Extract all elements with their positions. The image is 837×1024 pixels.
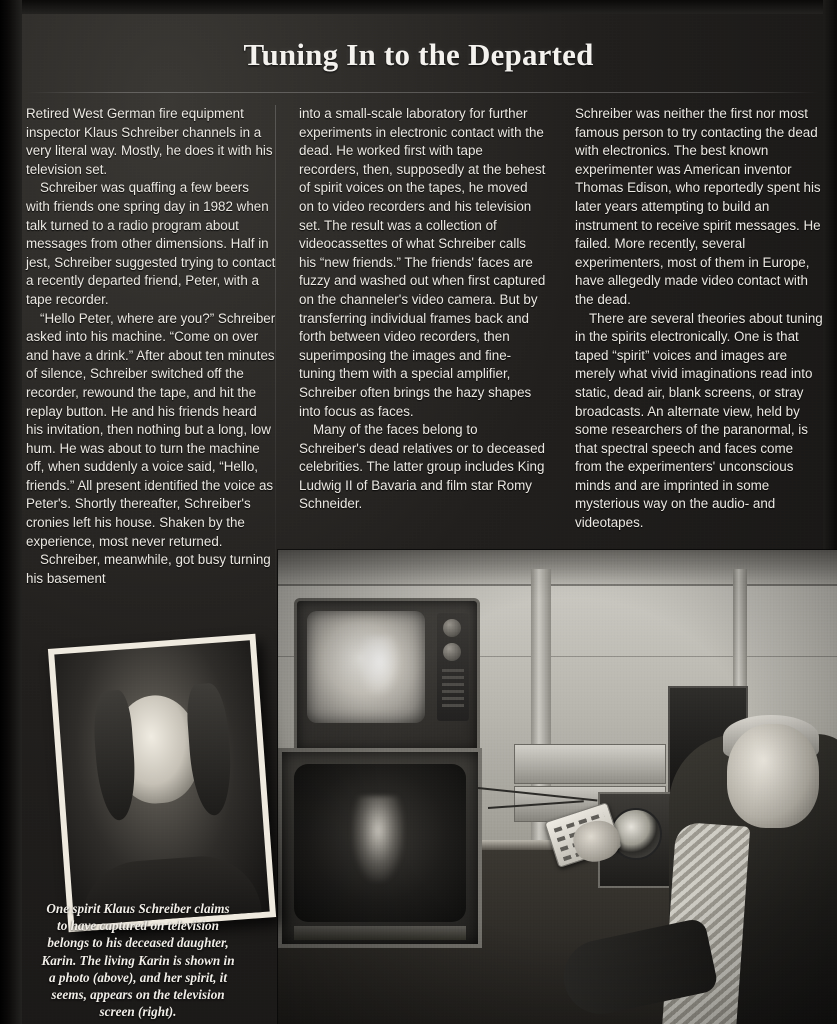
vent-slat — [442, 683, 464, 686]
video-recorder-unit — [514, 744, 666, 784]
paragraph: “Hello Peter, where are you?” Schreiber asked into his machine. “Come on over and have a drink.” After about ten minutes of silence, Schreiber switched off the recorder, rewound the tape, and hit the replay button. He and his friends heard his invitation, then nothing but a long, low hum. He was about to turn the machine off, when suddenly a voice said, “Hello, friends.” All present identified the voice as Peter's. Shortly thereafter, Schreiber's cronies left his house. Shaken by the experience, most never returned. — [26, 310, 276, 549]
paragraph: Many of the faces belong to Schreiber's dead relatives or to deceased celebrities. The latter group includes King Ludwig II of Bavaria and film star Romy Schneider. — [299, 422, 545, 512]
inset-photograph-image — [54, 640, 269, 926]
girl-hair-right — [185, 682, 235, 817]
paragraph: into a small-scale laboratory for further experiments in electronic contact with the dead. He worked first with tape recorders, then, supposedly at the behest of spirit voices on the tapes, he moved on to video recorders and his television set. The result was a collection of videocassettes of what Schreiber calls his “new friends.” The friends' faces are fuzzy and washed out when first captured on the channeler's video camera. But by transferring individual frames back and forth between video recorders, then superimposing the images and fine-tuning them with a special amplifier, Schreiber often brings the hazy shapes into focus as faces. — [299, 106, 546, 419]
page-left-gutter — [0, 0, 22, 1024]
television-upper-screen — [307, 611, 425, 723]
page-title: Tuning In to the Departed — [243, 36, 594, 72]
inset-photograph — [48, 634, 276, 932]
photo-caption: One spirit Klaus Schreiber claims to have captured on television belongs to his deceased daughter, Karin. The living Karin is shown in a photo (above), and her spirit, it seems, appears on the television screen (right). — [41, 901, 235, 1020]
vent-slat — [442, 676, 464, 679]
tuner-knob-icon — [443, 619, 461, 637]
man-head — [727, 724, 819, 828]
page-top-edge — [0, 0, 837, 14]
television-lower-base — [294, 926, 466, 940]
spirit-face-image — [352, 796, 404, 882]
article-column-2 — [299, 105, 546, 514]
screen-ghost-image — [357, 636, 401, 698]
main-photograph — [278, 550, 837, 1024]
tuner-knob-icon — [443, 643, 461, 661]
vent-slat — [442, 697, 464, 700]
paragraph: Retired West German fire equipment inspector Klaus Schreiber channels in a very literal way. Mostly, he does it with his television set. — [26, 106, 273, 177]
photo-ceiling — [278, 550, 837, 584]
vent-slat — [442, 704, 464, 707]
television-lower — [278, 748, 482, 948]
photo-wall-seam — [278, 584, 837, 586]
vent-slat — [442, 669, 464, 672]
paragraph: There are several theories about tuning in the spirits electronically. One is that taped “spirit” voices and images are merely what vivid imaginations read into static, dead air, blank screens, or stray broadcasts. An alternate view, held by some researchers of the paranormal, is that spectral speech and faces come from the experimenters' unconscious minds and are imprinted in some mysterious way on the audio- and videotapes. — [575, 310, 823, 531]
paragraph: Schreiber, meanwhile, got busy turning his basement — [26, 552, 271, 586]
headline-rule — [26, 92, 819, 93]
article-column-3 — [575, 105, 823, 533]
vent-slat — [442, 690, 464, 693]
television-lower-screen — [294, 764, 466, 922]
television-upper-controls — [437, 613, 469, 721]
paragraph: Schreiber was quaffing a few beers with friends one spring day in 1982 when talk turned to a radio program about messages from other dimensions. Half in jest, Schreiber suggested trying to contact a recently departed friend, Peter, with a tape recorder. — [26, 180, 276, 307]
television-upper — [294, 598, 480, 754]
paragraph: Schreiber was neither the first nor most famous person to try contacting the dead with electronics. The best known experimenter was American inventor Thomas Edison, who reportedly spent his later years attempting to build an instrument to receive spirit messages. He failed. More recently, several experimenters, most of them in Europe, have allegedly made video contact with the dead. — [575, 106, 821, 307]
article-column-1 — [26, 105, 276, 588]
